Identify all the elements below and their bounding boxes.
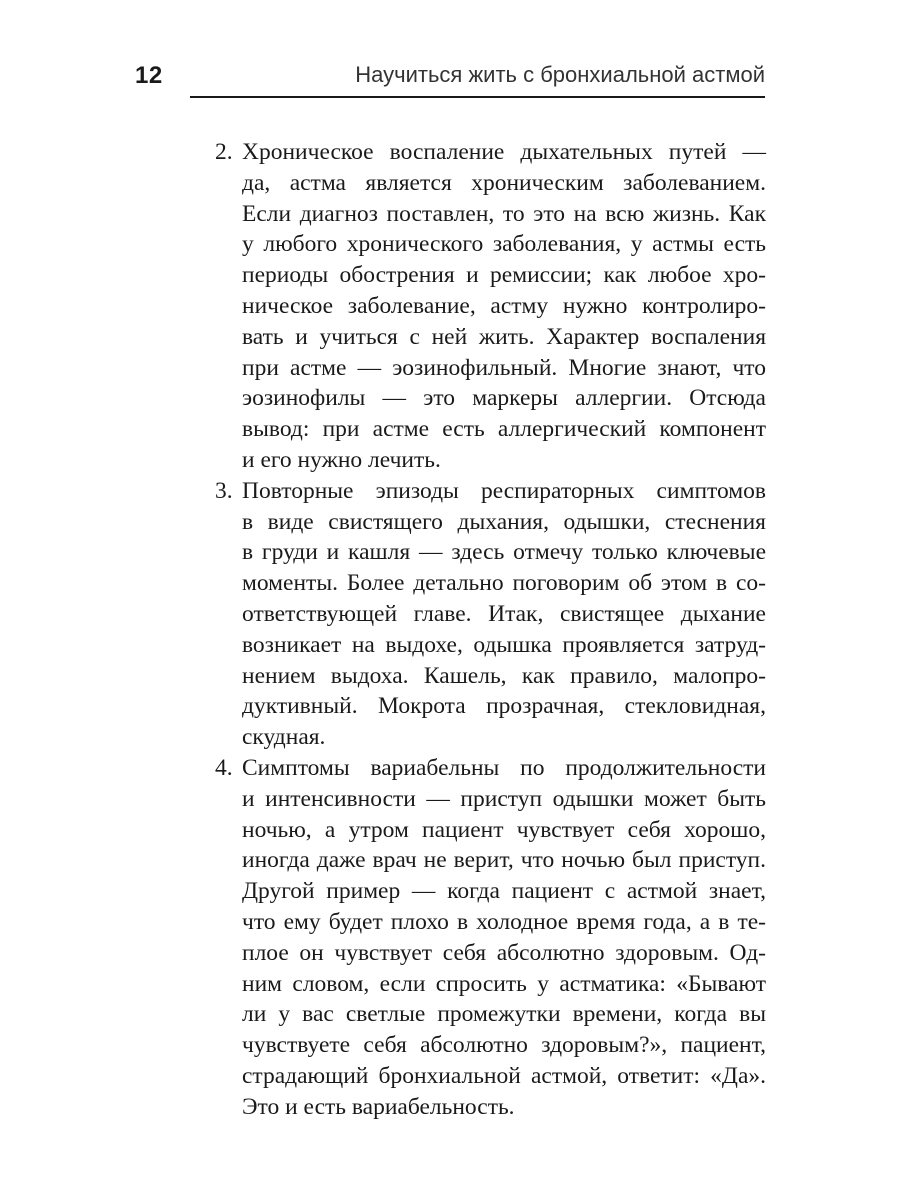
text-line: скудная. — [242, 724, 326, 751]
header-divider — [190, 96, 765, 98]
list-item — [215, 476, 766, 753]
list-item-number: 3. — [215, 477, 233, 504]
text-line: Другой пример — когда пациент с астмой знает, — [242, 878, 766, 905]
text-line: Хроническое воспаление дыхательных путей — — [242, 139, 766, 165]
text-line: у любого хронического заболевания, у астмы есть — [242, 231, 766, 258]
text-line: ночью, а утром пациент чувствует себя хорошо, — [242, 816, 766, 843]
list-item — [215, 753, 766, 1123]
text-line: ответствующей главе. Итак, свистящее дыхание — [242, 600, 766, 627]
text-line: ли у вас светлые промежутки времени, когда вы — [242, 1001, 766, 1028]
text-line: вать и учиться с ней жить. Характер воспаления — [242, 323, 766, 350]
text-line: эозинофилы — это маркеры аллергии. Отсюда — [242, 385, 766, 412]
text-line: возникает на выдохе, одышка проявляется затруд- — [242, 631, 766, 658]
text-line: Повторные эпизоды респираторных симптомов — [242, 477, 766, 504]
text-line: Симптомы вариабельны по продолжительности — [242, 754, 766, 781]
text-line: да, астма является хроническим заболеванием. — [242, 169, 766, 196]
text-line: чувствуете себя абсолютно здоровым?», пациент, — [242, 1032, 766, 1059]
text-line: ним словом, если спросить у астматика: «Бывают — [242, 970, 766, 997]
text-line: и интенсивности — приступ одышки может быть — [242, 785, 766, 812]
numbered-list — [215, 137, 766, 1123]
text-line: при астме — эозинофильный. Многие знают, что — [242, 354, 766, 381]
text-line: вывод: при астме есть аллергический компонент — [242, 416, 766, 443]
text-line: что ему будет плохо в холодное время года, а в те- — [242, 908, 766, 935]
list-item-number: 4. — [215, 754, 233, 781]
running-header — [135, 60, 765, 100]
text-line: периоды обострения и ремиссии; как любое хро- — [242, 262, 766, 289]
running-title: Научиться жить с бронхиальной астмой — [355, 62, 765, 87]
text-line: иногда даже врач не верит, что ночью был приступ. — [242, 847, 766, 874]
text-line: дуктивный. Мокрота прозрачная, стекловидная, — [242, 693, 766, 720]
text-line: плое он чувствует себя абсолютно здоровым. Од- — [242, 939, 766, 966]
text-line: моменты. Более детально поговорим об этом в со- — [242, 570, 766, 597]
text-line: в груди и кашля — здесь отмечу только ключевые — [242, 539, 766, 566]
page-number: 12 — [135, 62, 163, 89]
list-item — [215, 137, 766, 476]
text-line: нением выдоха. Кашель, как правило, малопро- — [242, 662, 766, 689]
text-line: и его нужно лечить. — [242, 446, 441, 473]
text-line: Это и есть вариабельность. — [242, 1093, 515, 1120]
text-line: в виде свистящего дыхания, одышки, стеснения — [242, 508, 766, 535]
text-line: ническое заболевание, астму нужно контролиро- — [242, 292, 766, 319]
list-item-number: 2. — [215, 139, 233, 165]
text-line: Если диагноз поставлен, то это на всю жизнь. Как — [242, 200, 766, 227]
text-line: страдающий бронхиальной астмой, ответит: «Да». — [242, 1062, 766, 1089]
